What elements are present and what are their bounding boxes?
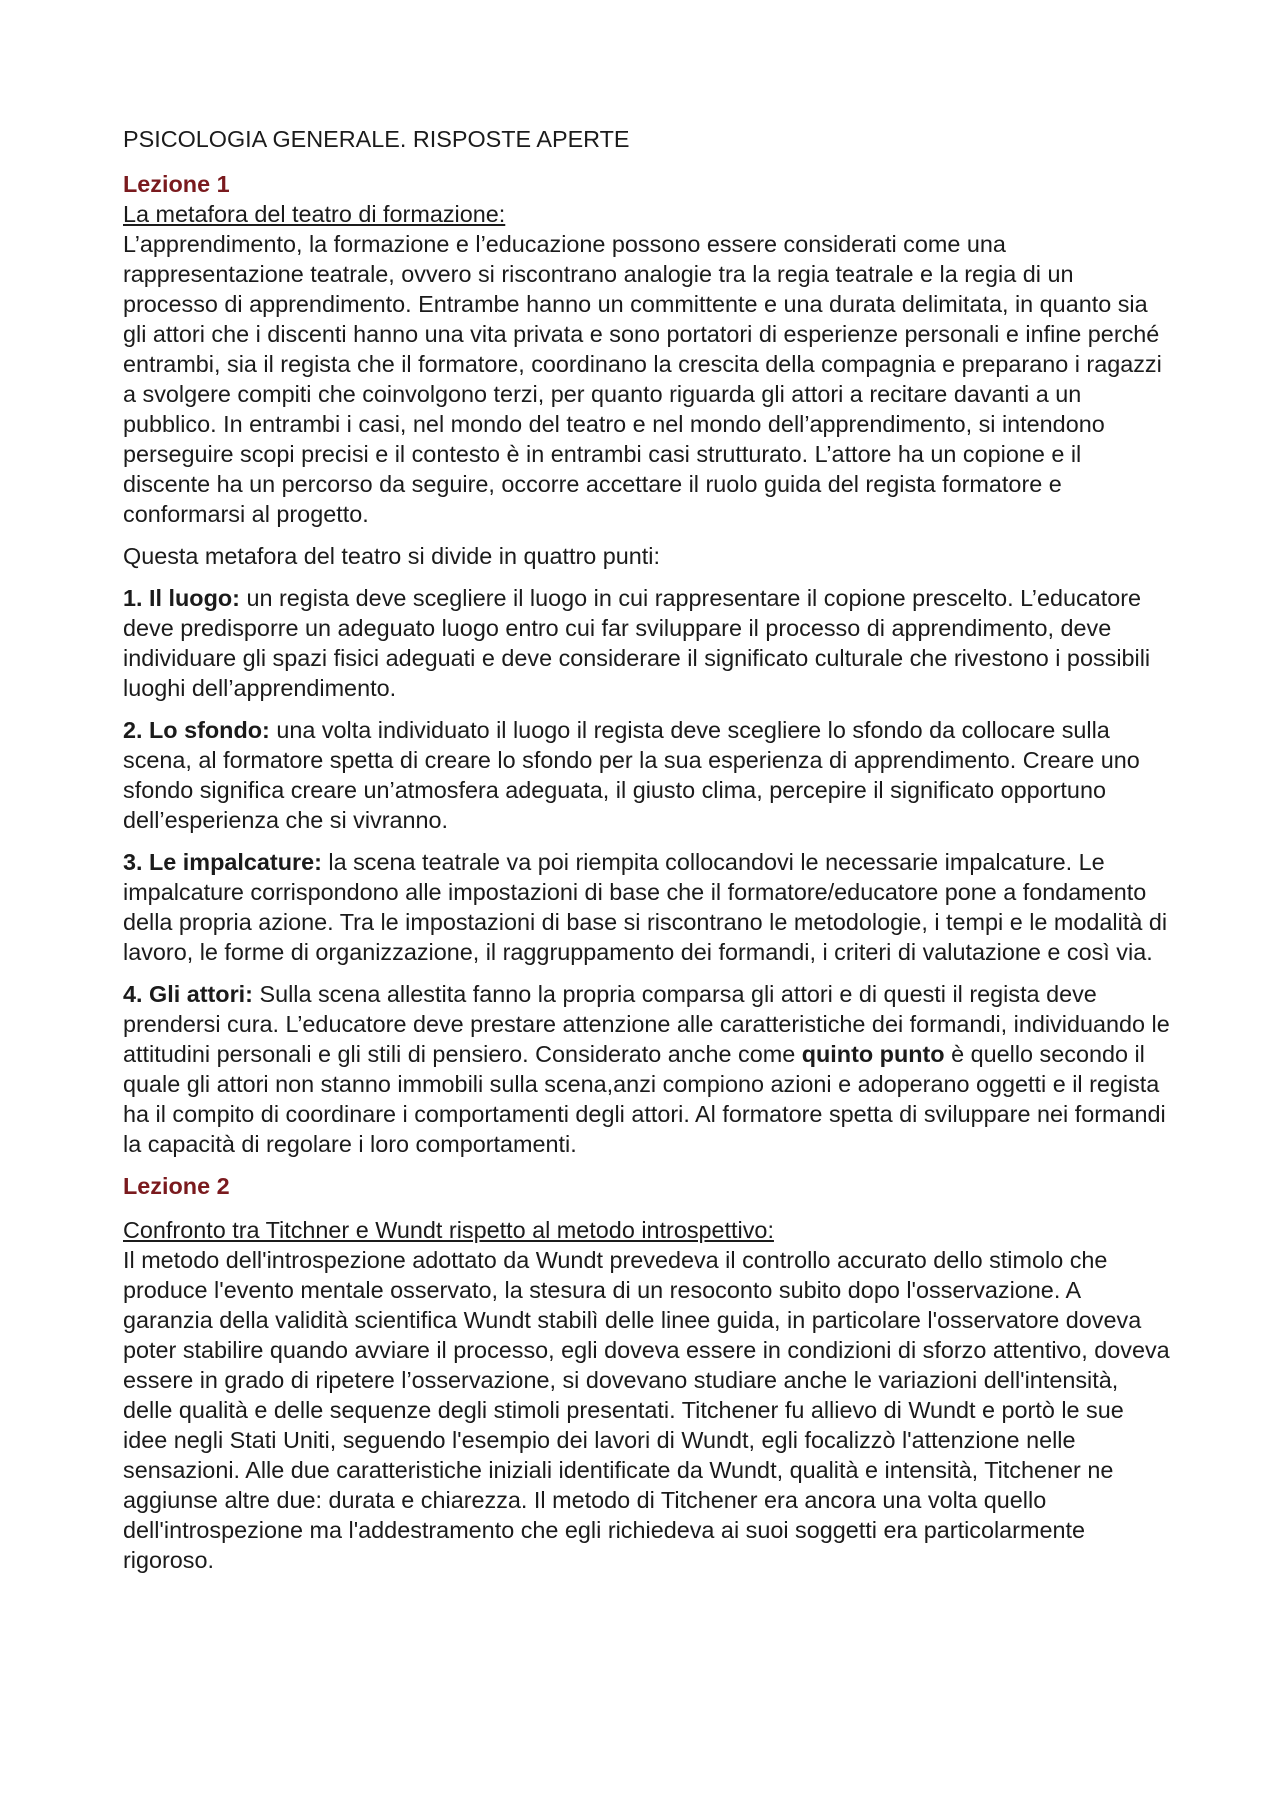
point-sfondo — [123, 715, 1173, 835]
point-impalcature-label: 3. Le impalcature: — [123, 849, 322, 875]
point-luogo — [123, 583, 1173, 703]
lesson-1-section — [123, 169, 1173, 1159]
point-luogo-text: un regista deve scegliere il luogo in cui rappresentare il copione prescelto. L’educatore deve predisporre un adeguato luogo entro cui far sviluppare il processo di apprendimento, deve individuare gli spazi fisici adeguati e deve considerare il significato culturale che rivestono i possibili luoghi dell’apprendimento. — [123, 585, 1151, 701]
lesson-2-body-paragraph: Il metodo dell'introspezione adottato da Wundt prevedeva il controllo accurato dello stimolo che produce l'evento mentale osservato, la stesura di un resoconto subito dopo l'osservazione. A garanzia della validità scientifica Wundt stabilì delle linee guida, in particolare l'osservatore doveva poter stabilire quando avviare il processo, egli doveva essere in condizioni di sforzo attentivo, doveva essere in grado di ripetere l’osservazione, si dovevano studiare anche le variazioni dell'intensità, delle qualità e delle sequenze degli stimoli presentati. Titchener fu allievo di Wundt e portò le sue idee negli Stati Uniti, seguendo l'esempio dei lavori di Wundt, egli focalizzò l'attenzione nelle sensazioni. Alle due caratteristiche iniziali identificate da Wundt, qualità e intensità, Titchener ne aggiunse altre due: durata e chiarezza. Il metodo di Titchener era ancora una volta quello dell'introspezione ma l'addestramento che egli richiedeva ai suoi soggetti era particolarmente rigoroso. — [123, 1247, 1170, 1573]
point-impalcature-text: la scena teatrale va poi riempita collocandovi le necessarie impalcature. Le impalcature corrispondono alle impostazioni di base che il formatore/educatore pone a fondamento della propria azione. Tra le impostazioni di base si riscontrano le metodologie, i tempi e le modalità di lavoro, le forme di organizzazione, il raggruppamento dei formandi, i criteri di valutazione e così via. — [123, 849, 1168, 965]
point-attori-quinto-punto: quinto punto — [801, 1041, 945, 1067]
point-attori-label: 4. Gli attori: — [123, 981, 253, 1007]
point-attori-text-after: è quello secondo il quale gli attori non stanno immobili sulla scena,anzi compiono azioni e adoperano oggetti e il regista ha il compito di coordinare i comportamenti degli attori. Al formatore spetta di sviluppare nei formandi la capacità di regolare i loro comportamenti. — [123, 1041, 1166, 1157]
document-content — [123, 124, 1173, 1587]
point-attori — [123, 979, 1173, 1159]
lesson-2-section-title: Confronto tra Titchner e Wundt rispetto al metodo introspettivo: — [123, 1217, 774, 1243]
point-impalcature — [123, 847, 1173, 967]
point-sfondo-text: una volta individuato il luogo il regista deve scegliere lo sfondo da collocare sulla scena, al formatore spetta di creare lo sfondo per la sua esperienza di apprendimento. Creare uno sfondo significa creare un’atmosfera adeguata, il giusto clima, percepire il significato opportuno dell’esperienza che si vivranno. — [123, 717, 1140, 833]
lesson-1-intro-paragraph: L’apprendimento, la formazione e l’educazione possono essere considerati come una rappresentazione teatrale, ovvero si riscontrano analogie tra la regia teatrale e la regia di un processo di apprendimento. Entrambe hanno un committente e una durata delimitata, in quanto sia gli attori che i discenti hanno una vita privata e sono portatori di esperienze personali e infine perché entrambi, sia il regista che il formatore, coordinano la crescita della compagnia e preparano i ragazzi a svolgere compiti che coinvolgono terzi, per quanto riguarda gli attori a recitare davanti a un pubblico. In entrambi i casi, nel mondo del teatro e nel mondo dell’apprendimento, si intendono perseguire scopi precisi e il contesto è in entrambi casi strutturato. L’attore ha un copione e il discente ha un percorso da seguire, occorre accettare il ruolo guida del regista formatore e conformarsi al progetto. — [123, 231, 1162, 527]
lesson-1-section-title: La metafora del teatro di formazione: — [123, 201, 506, 227]
lesson-1-heading: Lezione 1 — [123, 171, 230, 197]
lesson-2-section — [123, 1171, 1173, 1575]
point-sfondo-label: 2. Lo sfondo: — [123, 717, 270, 743]
lesson-1-lead-paragraph: Questa metafora del teatro si divide in quattro punti: — [123, 543, 660, 569]
point-luogo-label: 1. Il luogo: — [123, 585, 240, 611]
lesson-2-heading: Lezione 2 — [123, 1173, 230, 1199]
point-attori-text-before: Sulla scena allestita fanno la propria comparsa gli attori e di questi il regista deve prendersi cura. L’educatore deve prestare attenzione alle caratteristiche dei formandi, individuando le attitudini personali e gli stili di pensiero. Considerato anche come — [123, 981, 1170, 1067]
document-title: PSICOLOGIA GENERALE. RISPOSTE APERTE — [123, 126, 630, 152]
